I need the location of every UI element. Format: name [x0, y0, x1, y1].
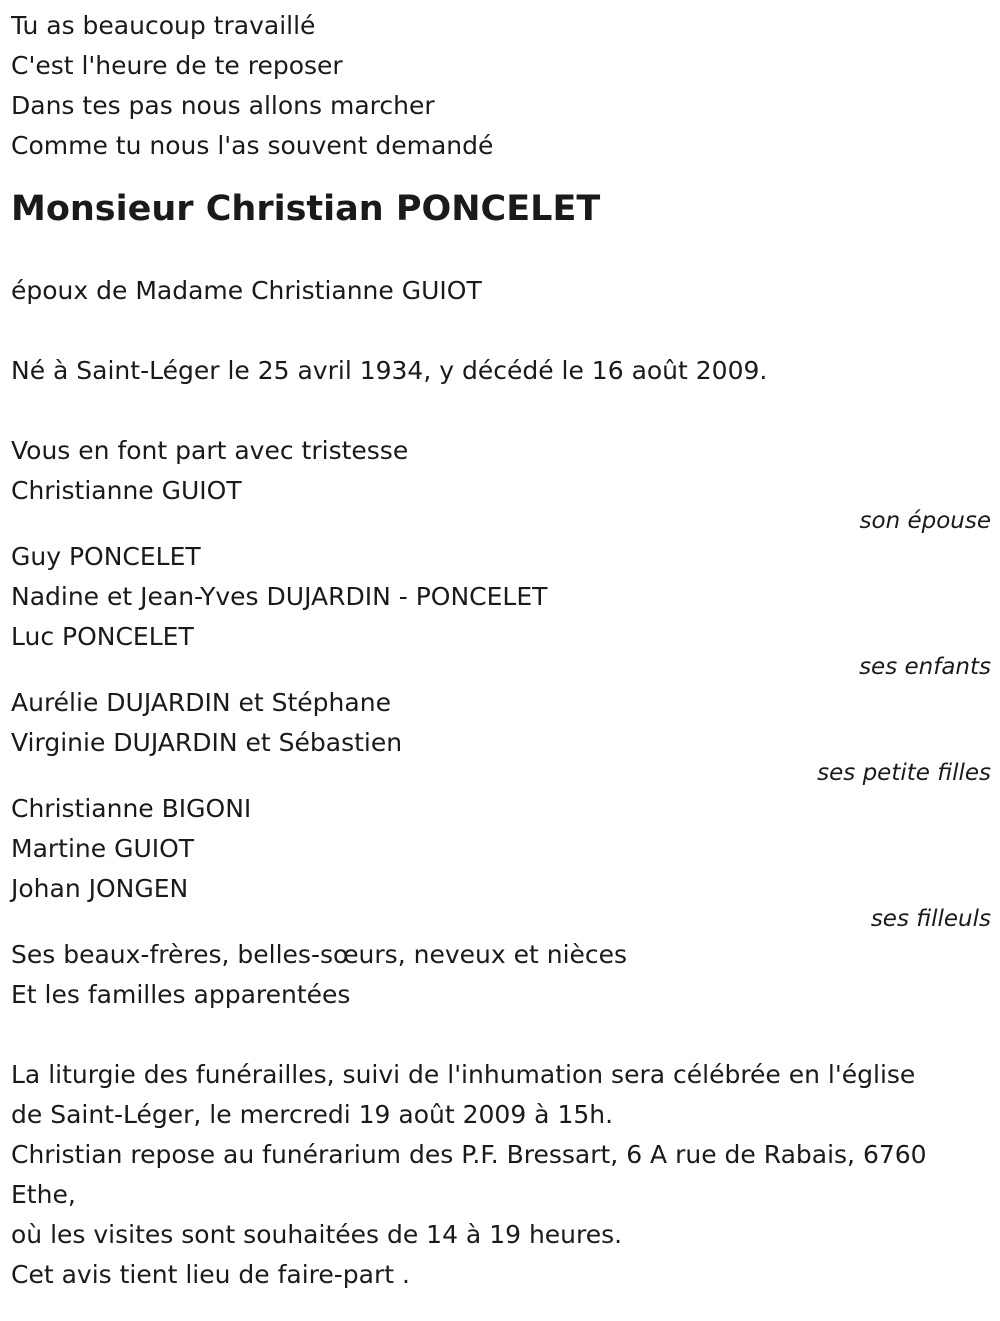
closing-family-line: Ses beaux-frères, belles-sœurs, neveux et nièces	[11, 940, 628, 969]
closing-family	[11, 935, 991, 1015]
funeral-info-line: Cet avis tient lieu de faire-part .	[11, 1260, 410, 1289]
funeral-info-line: La liturgie des funérailles, suivi de l'inhumation sera célébrée en l'église	[11, 1060, 916, 1089]
family-group-spouse	[11, 471, 991, 534]
family-member: Luc PONCELET	[11, 622, 194, 651]
poem-line: Comme tu nous l'as souvent demandé	[11, 131, 494, 160]
family-role: ses filleuls	[870, 906, 991, 932]
family-member: Virginie DUJARDIN et Sébastien	[11, 728, 403, 757]
funeral-info	[11, 1055, 991, 1295]
family-member: Christianne GUIOT	[11, 476, 242, 505]
family-member: Aurélie DUJARDIN et Stéphane	[11, 688, 391, 717]
family-group-granddaughters	[11, 683, 991, 786]
poem-line: Tu as beaucoup travaillé	[11, 11, 316, 40]
family-role: ses petite filles	[817, 760, 991, 786]
poem-line: C'est l'heure de te reposer	[11, 51, 343, 80]
funeral-info-line: Christian repose au funérarium des P.F. Bressart, 6 A rue de Rabais, 6760	[11, 1140, 927, 1169]
obituary-notice	[11, 6, 991, 1295]
family-member: Guy PONCELET	[11, 542, 201, 571]
funeral-info-line: de Saint-Léger, le mercredi 19 août 2009 à 15h.	[11, 1100, 614, 1129]
family-group-godchildren	[11, 789, 991, 932]
closing-family-line: Et les familles apparentées	[11, 980, 351, 1009]
family-role: son épouse	[859, 508, 991, 534]
birth-death-line: Né à Saint-Léger le 25 avril 1934, y décédé le 16 août 2009.	[11, 356, 768, 385]
family-member: Christianne BIGONI	[11, 794, 252, 823]
family-member: Nadine et Jean-Yves DUJARDIN - PONCELET	[11, 582, 548, 611]
family-group-children	[11, 537, 991, 680]
announcement-intro: Vous en font part avec tristesse	[11, 436, 409, 465]
poem-line: Dans tes pas nous allons marcher	[11, 91, 435, 120]
family-member: Johan JONGEN	[11, 874, 189, 903]
poem	[11, 6, 991, 166]
funeral-info-line: Ethe,	[11, 1180, 76, 1209]
spouse-line: époux de Madame Christianne GUIOT	[11, 276, 482, 305]
family-member: Martine GUIOT	[11, 834, 195, 863]
deceased-name: Monsieur Christian PONCELET	[11, 189, 601, 229]
funeral-info-line: où les visites sont souhaitées de 14 à 19 heures.	[11, 1220, 623, 1249]
family-role: ses enfants	[859, 654, 991, 680]
